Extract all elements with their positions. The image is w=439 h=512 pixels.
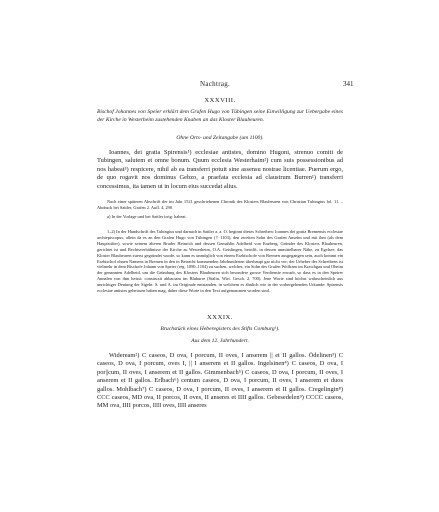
section-1-meta: Ohne Orts- und Zeitangabe (um 1100). [176,135,264,141]
running-head: Nachtrag. [200,80,231,88]
section-1-body-block [97,149,343,191]
section-2-body-block [97,352,343,411]
section-1-footnote-a-block [97,214,343,220]
section-1-commentary-block [97,229,343,294]
section-1-numeral: XXXVIII. [204,97,236,104]
section-1-commentary: 1–2) In der Handschrift des Tubingius und darnach in Sattler a. a. O. beginnt dieses Schreiben: Ioannes dei gratia Bremensis ecclesiae archiepiscopus, allein da es an den Grafen Hugo von Tübingen († 1103), den zweiten Sohn des Grafen Anselm und mit ihm (als dem Hauptstifter), sowie seinem älteren Bruder Heinrich und dessen Gemahlin Adelheid von Enzberg, Gründer des Klosters Blaubeuren, gerichtet ist und Rechtsverhältnisse der Kirche zu Westerheim, O.A. Geislingen, betrifft, in dessen unmittelbarer Nähe, zu Egelsee, das Kloster Blaubeuren zuerst gegründet wurde, so kann es unmöglich von einem Erzbischofe von Bremen ausgegangen sein, auch kommt ein Erzbischof ohnen Namens in Bremen in den in Betracht kommenden Jahrhunderten überhaupt gar nicht vor; der Urheber des Schreibens ist vielmehr in dem Bischofe Johann von Speier (reg. 1090–1104) zu suchen, welcher, ein Sohn des Grafen Wolfram im Kraichgau und Oheim der genannten Adelheid, um die Gründung des Klosters Blaubeuren sich besondere grosse Verdienste erwarb, so dass es in den Speirer Annalen von ihm heisst: construxit abbaciam im Bluburre (Stälin, Wirt. Gesch. 2, 700). Jene Worte sind höchst wahrscheinlich aus unrichtiger Deutung der Sigeln: S. und A. im Originale entstanden, in welchem es ähnlich wie in der vorhergehenden Urkunde: Spirensis ecclesiae antistes geheissen haben mag, daher diese Worte in den Text aufgenommen worden sind. [97,229,343,294]
section-1-footnote-a: a) In der Vorlage und bei Sattler irrig: habeat. [107,214,187,219]
section-1-source-note: Nach einer späteren Abschrift der im Jahr 1521 geschriebenen Chronik des Klosters Blaubeuren von Christian Tubingius fol. 11. – Abdruck bei Sattler, Grafen 2. Aufl. 4, 290. [97,199,343,210]
page-header [0,80,439,92]
section-1-body: Ioannes, dei gratia Spirensis¹) ecclesiae antistes, domino Hugoni, strenuo comiti de Tubingen, salutem et omne bonum. Quum ecclesia Westerhaim²) cum suis possessionibus ad nos habeat³) respicere, nihil ab ea transferri potuit sine assensu nostrae licentiae. Puerum ergo, de quo rogavit nos dominus Gebzo, a praefata ecclesia ad claustrum Burren¹) transferri concessimus, ita tamen ut in locum eius succedat alius. [97,149,343,190]
section-2-meta-block [97,338,343,346]
section-1-title: Bischof Johannes von Speier erklärt dem Grafen Hugo von Tübingen seine Einwilligung zur Uebergabe eines der Kirche in Westerheim zustehenden Knaben an das Kloster Blaubeuren. [97,109,343,123]
section-2-title-block [97,326,343,334]
section-1-title-block [97,109,343,124]
section-2-numeral-block [97,314,343,321]
section-2-meta: Aus dem 12. Jahrhundert. [191,338,249,344]
page-number: 341 [343,80,354,88]
section-2-body: Wideream²) C caseos, D ova, I porcum, II oves, I anserem || et II gallos. Ödelinen³) C caseos, D ova, I porcum, oves I, || I anserem et II gallos. Ingelsinen⁴) C caseos, D ova, I por||cum, II oves, I anserem et II gallos. Gimmenbach⁵) C caseos, D ova, I porcum, II oves, I anserem et II gallos. Erlbach⁶) centum caseos, D ova, I porcum, II oves, I anserem et duos gallos. Mohlbach⁷) C caseos, D ova, I porcum, II oves, I anserem et II gallos. Cregelingin⁸) CCC caseos, MD ova, II porcos, II oves, II anseres et IIII gallos. Gebesedelen⁹) CCCC caseos, MM ova, IIII porcos, IIII oves, IIII anseres [97,352,343,410]
section-2-title: Bruchstück eines Heberegisters des Stifts Comburg¹). [160,326,280,332]
section-2-numeral: XXXIX. [207,314,233,321]
section-1-numeral-block [97,97,343,104]
section-1-source-note-block [97,199,343,211]
section-1-meta-block [97,135,343,143]
